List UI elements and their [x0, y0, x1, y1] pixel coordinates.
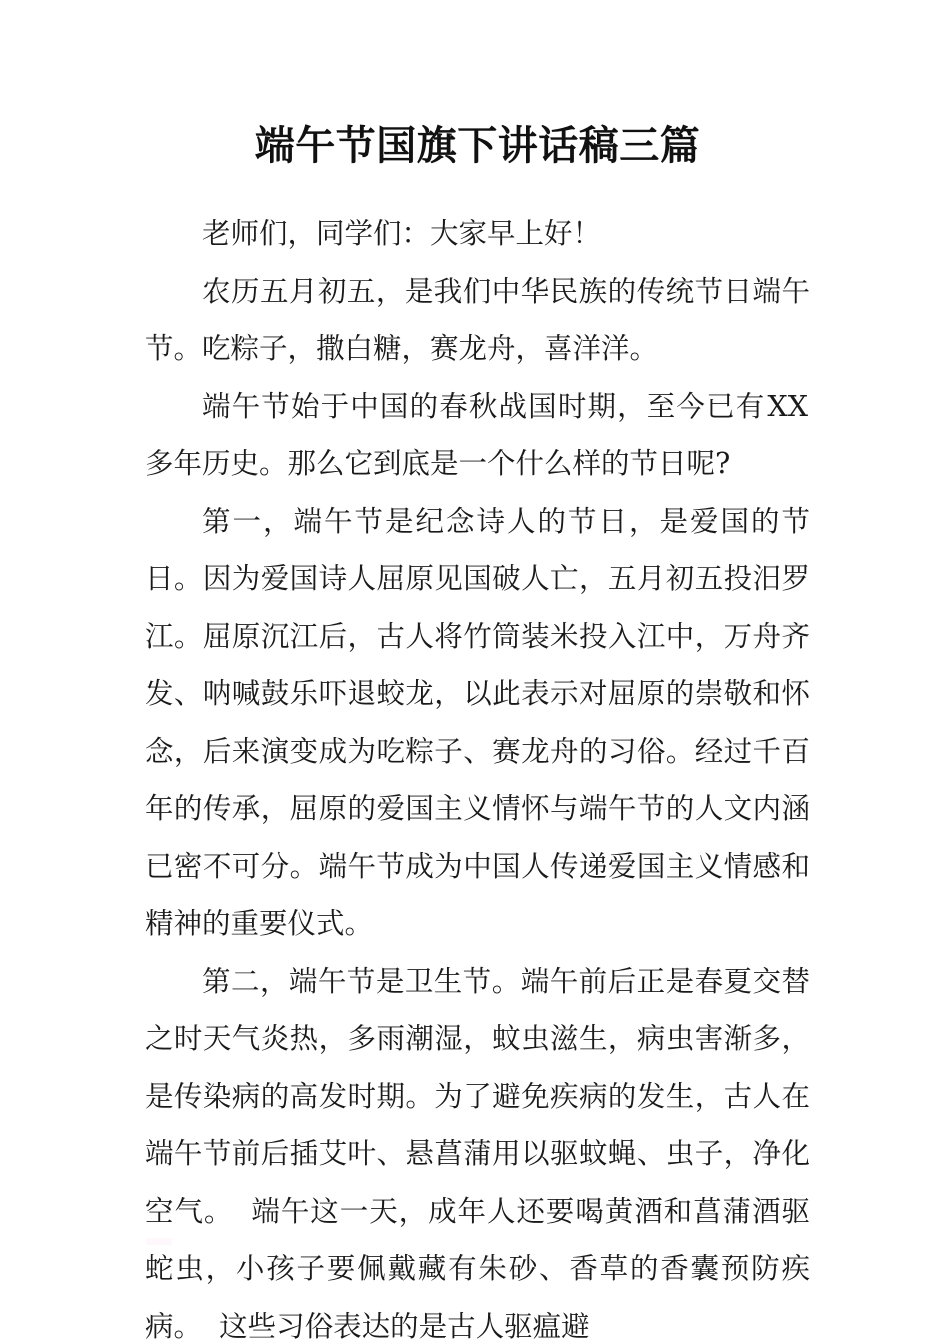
- origin-text-before: 端午节始于中国的春秋战国时期，至今已有: [202, 389, 766, 423]
- faint-watermark-artifact: [146, 1238, 172, 1245]
- origin-text-after: 多年历史。那么它到底是一个什么样的节日呢?: [145, 447, 731, 480]
- paragraph-intro-festival: 农历五月初五，是我们中华民族的传统节日端午节。吃粽子，撒白糖，赛龙舟，喜洋洋。: [145, 274, 810, 365]
- paragraph-greeting: 老师们，同学们：大家早上好！: [202, 217, 602, 250]
- paragraph-point-one-poet: 第一，端午节是纪念诗人的节日，是爱国的节日。因为爱国诗人屈原见国破人亡，五月初五投汨罗江。屈原沉江后，古人将竹筒装米投入江中，万舟齐发、呐喊鼓乐吓退蛟龙，以此表示对屈原的崇敬和怀念，后来演变成为吃粽子、赛龙舟的习俗。经过千百年的传承，屈原的爱国主义情怀与端午节的人文内涵已密不可分。端午节成为中国人传递爱国主义情感和精神的重要仪式。: [145, 504, 810, 940]
- paragraph-point-two-hygiene: [145, 953, 810, 1344]
- hygiene-segment-one: 第二，端午节是卫生节。端午前后正是春夏交替之时天气炎热，多雨潮湿，蚊虫滋生，病虫害渐多，是传染病的高发时期。为了避免疾病的发生，古人在端午节前后插艾叶、悬菖蒲用以驱蚊蝇、虫子，净化空气。: [145, 964, 810, 1228]
- origin-year-placeholder: XX: [767, 389, 808, 423]
- hygiene-segment-three: 这些习俗表达的是古人驱瘟避: [219, 1309, 590, 1343]
- hygiene-segment-two: 端午这一天，成年人还要喝黄酒和菖蒲酒驱蛇虫，小孩子要佩戴藏有朱砂、香草的香囊预防疾病。: [145, 1194, 810, 1343]
- document-text-column: [145, 0, 810, 1344]
- page-title: 端午节国旗下讲话稿三篇: [254, 123, 701, 169]
- paragraph-origin-question: [145, 378, 810, 493]
